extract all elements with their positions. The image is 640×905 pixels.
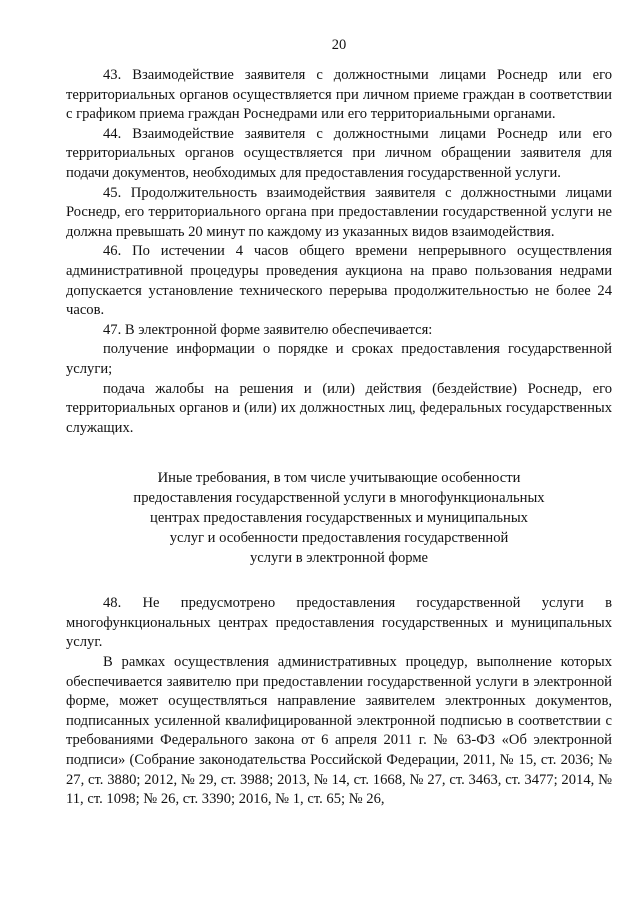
paragraph-48: 48. Не предусмотрено предоставления государственной услуги в многофункциональных центрах предоставления государственных и муниципальных услуг. <box>66 595 612 651</box>
section-heading-line: услуг и особенности предоставления государственной <box>169 530 509 547</box>
page-number: 20 <box>331 37 347 53</box>
paragraph-46: 46. По истечении 4 часов общего времени непрерывного осуществления административной процедуры проведения аукциона на право пользования недрами допускается установление технического перерыва продолжительностью не более 24 часов. <box>66 243 612 319</box>
spacer <box>66 438 612 468</box>
document-body <box>66 66 612 810</box>
section-heading-line: предоставления государственной услуги в многофункциональных <box>133 490 545 507</box>
paragraph-47-item-complaint: подача жалобы на решения и (или) действия (бездействие) Роснедр, его территориальных органов и (или) их должностных лиц, федеральных государственных служащих. <box>66 380 612 436</box>
paragraph-electronic-documents: В рамках осуществления административных процедур, выполнение которых обеспечивается заявителю при предоставлении государственной услуги в электронной форме, может осуществляться направление заявителем электронных документов, подписанных усиленной квалифицированной электронной подписью в соответствии с требованиями Федерального закона от 6 апреля 2011 г. № 63-ФЗ «Об электронной подписи» (Собрание законодательства Российской Федерации, 2011, № 15, ст. 2036; № 27, ст. 3880; 2012, № 29, ст. 3988; 2013, № 14, ст. 1668, № 27, ст. 3463, ст. 3477; 2014, № 11, ст. 1098; № 26, ст. 3390; 2016, № 1, ст. 65; № 26, <box>66 654 612 808</box>
paragraph-47: 47. В электронной форме заявителю обеспечивается: <box>103 321 433 338</box>
paragraph-45: 45. Продолжительность взаимодействия заявителя с должностными лицами Роснедр, его территориального органа при предоставлении государственной услуги не должна превышать 20 минут по каждому из указанных видов взаимодействия. <box>66 184 612 240</box>
paragraph-43: 43. Взаимодействие заявителя с должностными лицами Роснедр или его территориальных органов осуществляется при личном приеме граждан в соответствии с графиком приема граждан Роснедрами или его территориальными органами. <box>66 67 612 123</box>
spacer <box>66 568 612 594</box>
section-heading <box>66 468 612 568</box>
paragraph-47-item-info: получение информации о порядке и сроках предоставления государственной услуги; <box>66 341 612 377</box>
section-heading-line: услуги в электронной форме <box>249 550 429 567</box>
section-heading-line: Иные требования, в том числе учитывающие особенности <box>157 470 521 487</box>
section-heading-line: центрах предоставления государственных и муниципальных <box>150 510 528 527</box>
paragraph-44: 44. Взаимодействие заявителя с должностными лицами Роснедр или его территориальных органов осуществляется при личном обращении заявителя для подачи документов, необходимых для предоставления государственной услуги. <box>66 125 612 181</box>
